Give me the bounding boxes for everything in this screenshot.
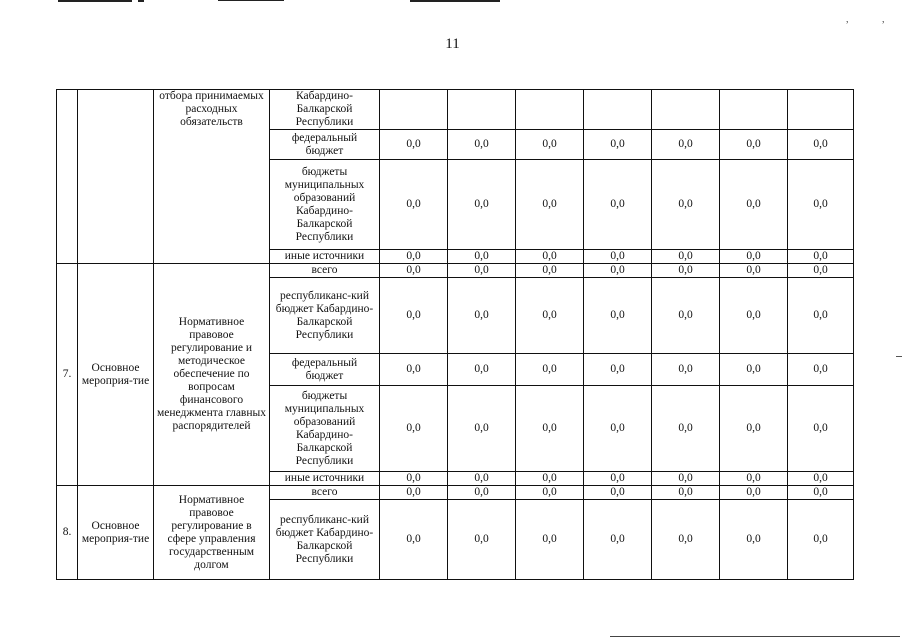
funding-value: 0,0 <box>380 264 448 278</box>
table-row <box>57 486 854 500</box>
funding-value: 0,0 <box>584 354 652 386</box>
funding-value: 0,0 <box>584 264 652 278</box>
funding-value: 0,0 <box>720 278 788 354</box>
funding-value: 0,0 <box>720 250 788 264</box>
table-row <box>57 90 854 130</box>
funding-value: 0,0 <box>448 386 516 472</box>
funding-value: 0,0 <box>652 278 720 354</box>
measure-number: 8. <box>57 486 78 580</box>
funding-value: 0,0 <box>788 264 854 278</box>
funding-value: 0,0 <box>720 354 788 386</box>
funding-value <box>380 90 448 130</box>
funding-value: 0,0 <box>448 278 516 354</box>
funding-value: 0,0 <box>380 486 448 500</box>
funding-value: 0,0 <box>720 472 788 486</box>
measure-name: Нормативное правовое регулирование в сфере управления государственным долгом <box>154 486 270 580</box>
funding-source: республиканс-кий бюджет Кабардино-Балкарской Республики <box>270 278 380 354</box>
funding-value: 0,0 <box>584 386 652 472</box>
funding-value: 0,0 <box>720 160 788 250</box>
funding-source: республиканс-кий бюджет Кабардино-Балкарской Республики <box>270 500 380 580</box>
funding-source: иные источники <box>270 472 380 486</box>
funding-value: 0,0 <box>448 250 516 264</box>
funding-value: 0,0 <box>652 386 720 472</box>
funding-value <box>516 90 584 130</box>
funding-value <box>652 90 720 130</box>
funding-value: 0,0 <box>380 386 448 472</box>
funding-value: 0,0 <box>516 264 584 278</box>
funding-value: 0,0 <box>788 354 854 386</box>
funding-value: 0,0 <box>584 278 652 354</box>
funding-value: 0,0 <box>516 354 584 386</box>
funding-value: 0,0 <box>584 486 652 500</box>
funding-value: 0,0 <box>788 472 854 486</box>
scan-speck: , <box>882 14 885 25</box>
funding-value: 0,0 <box>720 130 788 160</box>
funding-value: 0,0 <box>788 250 854 264</box>
funding-value: 0,0 <box>720 500 788 580</box>
funding-value: 0,0 <box>584 472 652 486</box>
funding-value: 0,0 <box>788 386 854 472</box>
funding-value: 0,0 <box>516 486 584 500</box>
funding-value: 0,0 <box>788 500 854 580</box>
measure-number: 7. <box>57 264 78 486</box>
funding-value: 0,0 <box>380 160 448 250</box>
funding-source: иные источники <box>270 250 380 264</box>
funding-source: всего <box>270 486 380 500</box>
funding-value: 0,0 <box>584 160 652 250</box>
funding-value: 0,0 <box>516 386 584 472</box>
scan-margin-mark <box>896 356 902 357</box>
funding-value: 0,0 <box>788 130 854 160</box>
funding-value: 0,0 <box>380 472 448 486</box>
measure-type: Основное мероприя-тие <box>78 486 154 580</box>
funding-value: 0,0 <box>788 160 854 250</box>
measure-name: Нормативное правовое регулирование и методическое обеспечение по вопросам финансового менеджмента главных распорядителей <box>154 264 270 486</box>
funding-value: 0,0 <box>380 130 448 160</box>
funding-value: 0,0 <box>516 500 584 580</box>
funding-source: бюджеты муниципальных образований Кабардино-Балкарской Республики <box>270 160 380 250</box>
funding-value: 0,0 <box>652 472 720 486</box>
funding-value: 0,0 <box>652 500 720 580</box>
funding-value: 0,0 <box>516 278 584 354</box>
funding-value: 0,0 <box>788 486 854 500</box>
funding-source: федеральный бюджет <box>270 354 380 386</box>
funding-value: 0,0 <box>516 130 584 160</box>
funding-value: 0,0 <box>448 500 516 580</box>
funding-value: 0,0 <box>584 250 652 264</box>
funding-value: 0,0 <box>448 160 516 250</box>
scan-top-rule <box>218 0 284 1</box>
funding-value: 0,0 <box>652 130 720 160</box>
funding-value: 0,0 <box>380 354 448 386</box>
funding-value: 0,0 <box>652 264 720 278</box>
funding-value: 0,0 <box>380 250 448 264</box>
funding-value: 0,0 <box>788 278 854 354</box>
funding-value: 0,0 <box>652 160 720 250</box>
funding-value: 0,0 <box>652 486 720 500</box>
funding-source: всего <box>270 264 380 278</box>
funding-value: 0,0 <box>448 486 516 500</box>
table-row <box>57 264 854 278</box>
funding-source: федеральный бюджет <box>270 130 380 160</box>
measure-type <box>78 90 154 264</box>
funding-value: 0,0 <box>720 264 788 278</box>
funding-value <box>448 90 516 130</box>
scan-top-rule <box>410 0 500 2</box>
funding-source: бюджеты муниципальных образований Кабардино-Балкарской Республики <box>270 386 380 472</box>
table-body <box>57 90 854 580</box>
scan-bottom-rule <box>610 636 900 637</box>
scan-top-rule <box>58 0 132 2</box>
funding-value: 0,0 <box>448 264 516 278</box>
funding-value: 0,0 <box>652 354 720 386</box>
funding-value: 0,0 <box>584 500 652 580</box>
funding-value: 0,0 <box>448 472 516 486</box>
funding-value <box>788 90 854 130</box>
funding-value <box>720 90 788 130</box>
page-number: 11 <box>445 36 460 52</box>
financing-table <box>56 89 854 580</box>
funding-source: Кабардино-Балкарской Республики <box>270 90 380 130</box>
funding-value: 0,0 <box>720 486 788 500</box>
funding-value: 0,0 <box>448 130 516 160</box>
funding-value: 0,0 <box>380 500 448 580</box>
measure-number <box>57 90 78 264</box>
funding-value: 0,0 <box>516 160 584 250</box>
measure-name: отбора принимаемых расходных обязательств <box>154 90 270 264</box>
scan-top-rule <box>138 0 144 2</box>
measure-type: Основное мероприя-тие <box>78 264 154 486</box>
funding-value: 0,0 <box>584 130 652 160</box>
scan-speck: , <box>846 14 849 25</box>
funding-value <box>584 90 652 130</box>
funding-value: 0,0 <box>652 250 720 264</box>
funding-value: 0,0 <box>448 354 516 386</box>
funding-value: 0,0 <box>516 250 584 264</box>
funding-value: 0,0 <box>380 278 448 354</box>
funding-value: 0,0 <box>516 472 584 486</box>
funding-value: 0,0 <box>720 386 788 472</box>
